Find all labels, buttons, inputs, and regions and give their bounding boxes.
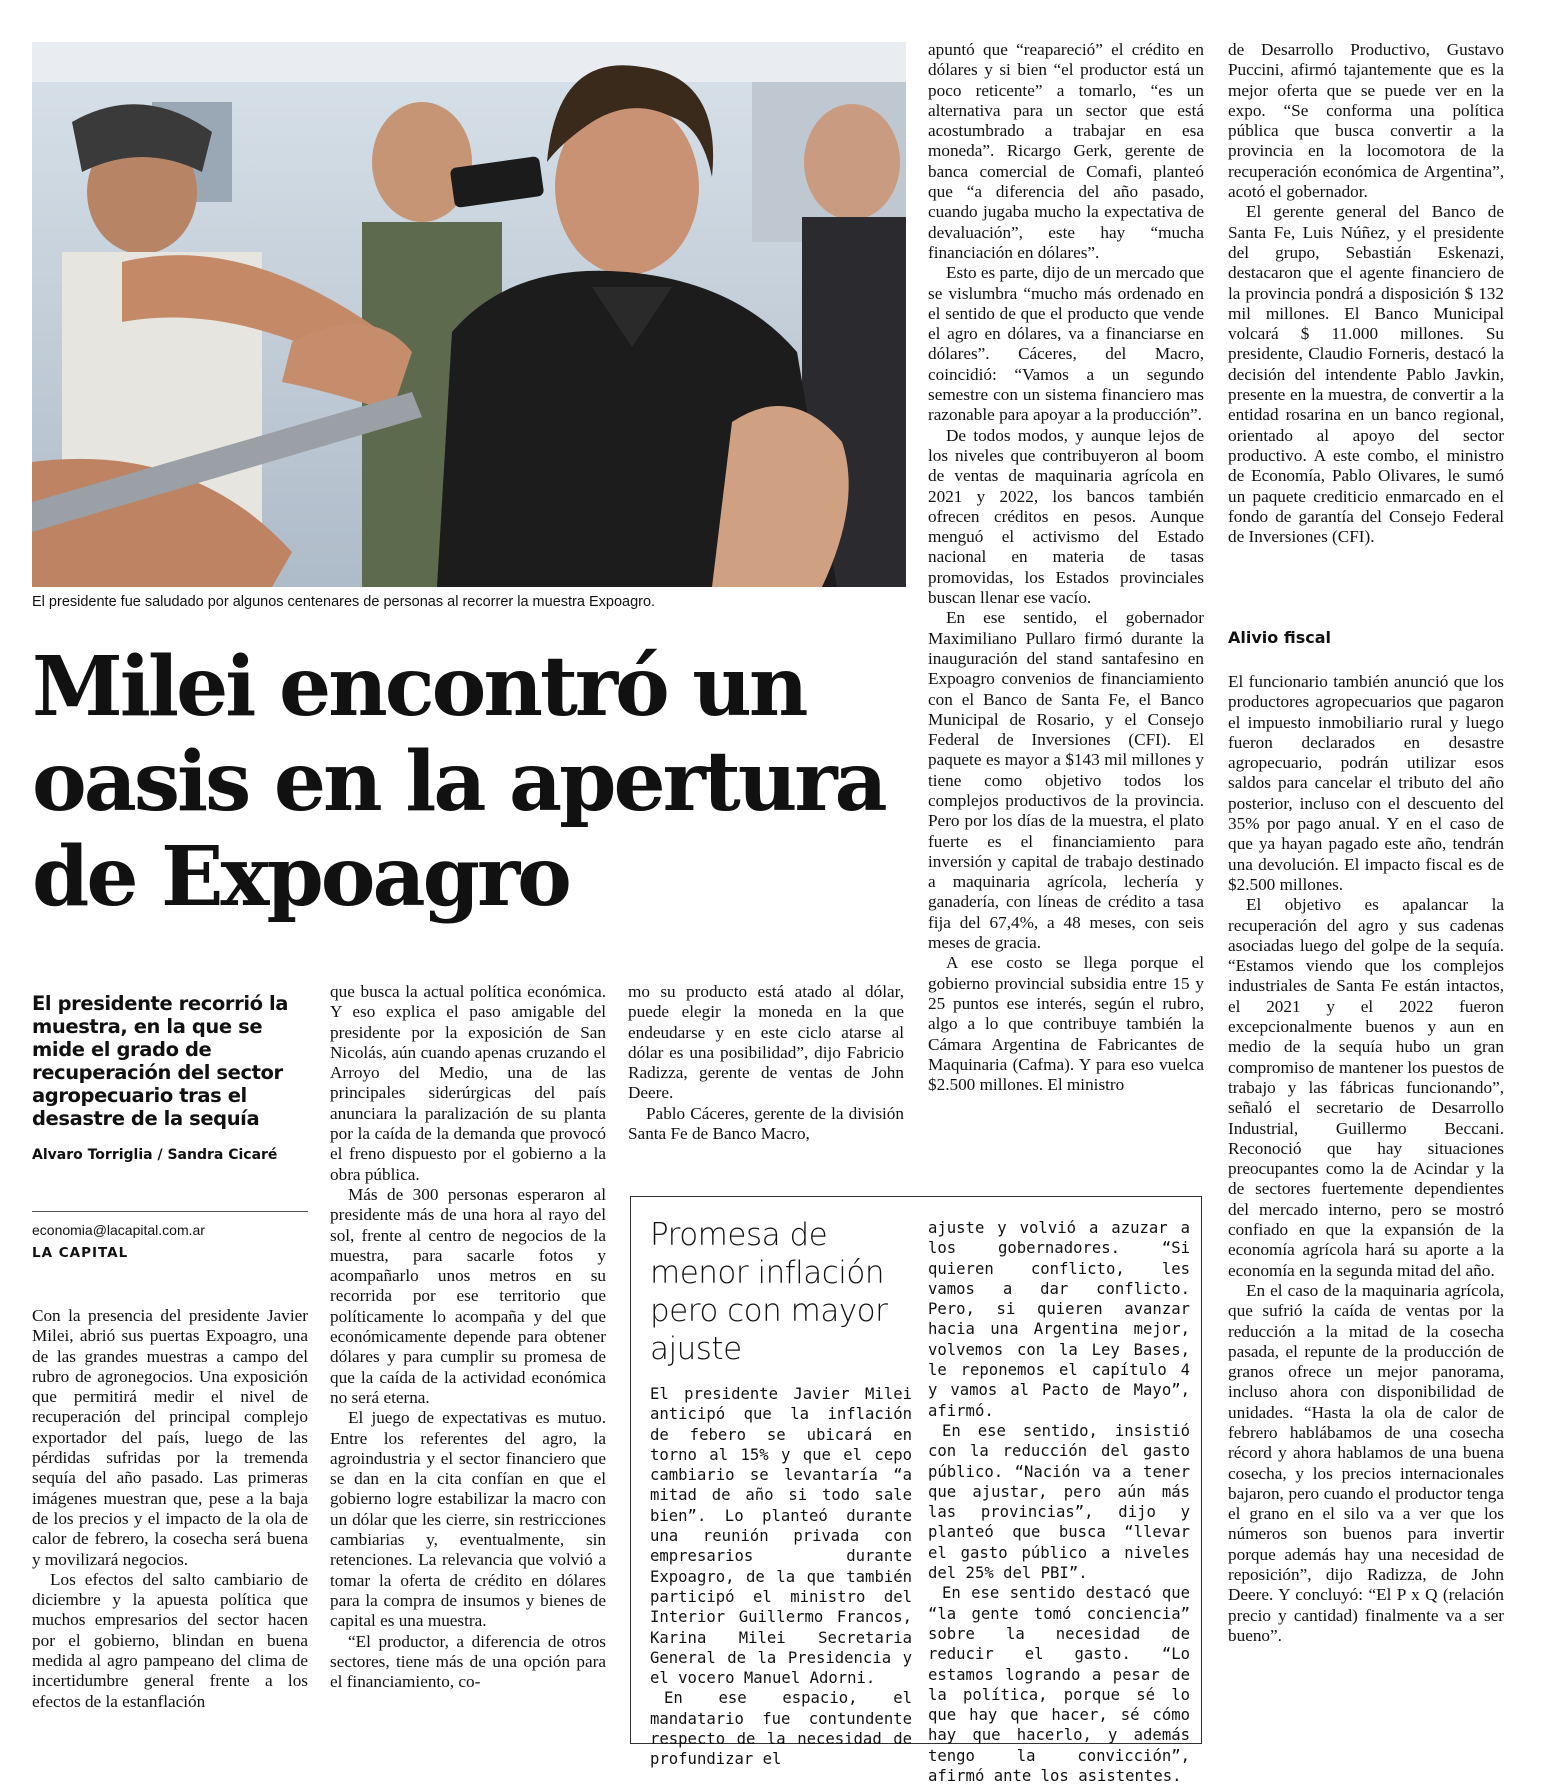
article-column-3 bbox=[628, 982, 904, 1144]
byline-divider bbox=[32, 1211, 308, 1212]
headline-line: de Expoagro bbox=[32, 829, 569, 925]
paragraph: Pablo Cáceres, gerente de la división Santa Fe de Banco Macro, bbox=[628, 1103, 904, 1144]
headline bbox=[32, 640, 912, 925]
paragraph: El gerente general del Banco de Santa Fe, Luis Núñez, y el presidente del grupo, Sebastián Eskenazi, destacaron que el agente financiero de la provincia pondrá a disposición $ 132 mil millones. El Banco Municipal volcará $ 11.000 millones. Su presidente, Claudio Forneris, destacó la decisión del intendente Pablo Javkin, presente en la muestra, de convertir a la entidad rosarina en un banco regional, orientado al apoyo del sector productivo. A este combo, el ministro de Economía, Pablo Olivares, le sumó un paquete crediticio enmarcado en el fondo de garantía del Consejo Federal de Inversiones (CFI). bbox=[1228, 202, 1504, 547]
paragraph: El presidente Javier Milei anticipó que la inflación de febero se ubicará en torno al 15% y que el cepo cambiario se levantaría “a mitad de año si todo sale bien”. Lo planteó durante una reunión privada con empresarios durante Expoagro, de la que también participó el ministro del Interior Guillermo Francos, Karina Milei Secretaria General de la Presidencia y el vocero Manuel Adorni. bbox=[650, 1385, 912, 1688]
paragraph: El juego de expectativas es mutuo. Entre los referentes del agro, la agroindustria y el sector financiero que se dan en la cita confían en que el gobierno logre estabilizar la macro con un dólar que les cierre, sin restricciones cambiarias y, eventualmente, sin retenciones. La relevancia que volvió a tomar la oferta de crédito en dólares para la compra de insumos y bienes de capital es una muestra. bbox=[330, 1408, 606, 1631]
lead-photo bbox=[32, 42, 906, 587]
byline: Alvaro Torriglia / Sandra Cicaré bbox=[32, 1147, 278, 1163]
paragraph: “El productor, a diferencia de otros sectores, tiene más de una opción para el financiamiento, co- bbox=[330, 1631, 606, 1692]
headline-line: Milei encontró un bbox=[32, 639, 806, 735]
article-column-4 bbox=[928, 40, 1204, 1095]
section-subhead: Alivio fiscal bbox=[1228, 628, 1331, 647]
paragraph: Más de 300 personas esperaron al presidente más de una hora al rayo del sol, frente al centro de negocios de la muestra, para sacarle fotos y acompañarlo unos metros en su recorrida por ese territorio que políticamente lo acompaña y del que económicamente depende para obtener dólares y para cumplir su promesa de que la caída de la actividad económica no será eterna. bbox=[330, 1184, 606, 1407]
paragraph: De todos modos, y aunque lejos de los niveles que contribuyeron al boom de ventas de maquinaria agrícola en 2021 y 2022, los bancos también ofrecen créditos en pesos. Aunque menguó el activismo del Estado nacional en materia de tasas promovidas, los Estados provinciales buscan llenar ese vacío. bbox=[928, 425, 1204, 608]
paragraph: En ese espacio, el mandatario fue contundente respecto de la necesidad de profundizar el bbox=[650, 1689, 912, 1769]
paragraph: El objetivo es apalancar la recuperación del agro y sus cadenas asociadas luego del golpe de la sequía. “Estamos viendo que los complejos industriales de Santa Fe están intactos, el 2021 y el 2022 fueron excepcionalmente buenos y aun en medio de la sequía hubo un gran compromiso de mantener los puestos de trabajo y las fábricas funcionando”, señaló el secretario de Desarrollo Industrial, Guillermo Beccani. Reconoció que hay situaciones preocupantes como la de Acindar y la de sectores fuertemente dependientes del mercado interno, pero se mostró confiado en que la expansión de la economía agrícola hará su aporte a la economía en la segunda mitad del año. bbox=[1228, 895, 1504, 1280]
headline-line: oasis en la apertura bbox=[32, 734, 885, 830]
article-column-1 bbox=[32, 1306, 308, 1712]
paragraph: de Desarrollo Productivo, Gustavo Puccini, afirmó tajantemente que es la mejor oferta que se puede ver en la expo. “Se conforma una política pública que busca convertir a la provincia en la locomotora de la recuperación económica de Argentina”, acotó el gobernador. bbox=[1228, 40, 1504, 202]
article-column-2 bbox=[330, 982, 606, 1692]
article-column-5 bbox=[1228, 40, 1504, 547]
paragraph: Con la presencia del presidente Javier Milei, abrió sus puertas Expoagro, una de las grandes muestras a campo del rubro de agronegocios. Una exposición que permitirá medir el nivel de recuperación del principal complejo exportador del país, luego de las pérdidas sufridas por la tremenda sequía del año pasado. Las primeras imágenes muestran que, pese a la baja de los precios y el impacto de la ola de calor de febrero, la cosecha será buena y movilizará negocios. bbox=[32, 1306, 308, 1569]
paragraph: En el caso de la maquinaria agrícola, que sufrió la caída de ventas por la reducción a la mitad de la cosecha pasada, el repunte de la producción de granos ofrece un mejor panorama, incluso ahora con disponibilidad de unidades. “Hasta la ola de calor de febrero hablábamos de una cosecha récord y ahora hablamos de una buena cosecha, y los precios internacionales bajaron, pero cuando el productor tenga el grano en el silo va a ver que los números son buenos para invertir porque además hay una necesidad de reposición”, dijo Radizza, de John Deere. Y concluyó: “El P x Q (relación precio y cantidad) finalmente va a ser bueno”. bbox=[1228, 1280, 1504, 1645]
sidebar-column-2 bbox=[928, 1218, 1190, 1786]
paragraph: Los efectos del salto cambiario de diciembre y la apuesta política que muchos empresarios del sector hacen por el gobierno, blindan en buena medida al agro pampeano del clima de incertidumbre general frente a los efectos de la estanflación bbox=[32, 1569, 308, 1711]
paragraph: apuntó que “reapareció” el crédito en dólares y si bien “el productor está un poco reticente” a tomarlo, “es un alternativa para un sector que está acostumbrado a trabajar en esa moneda”. Ricargo Gerk, gerente de banca comercial de Comafi, planteó que “a diferencia del año pasado, cuando jugaba mucho la expectativa de devaluación”, este hay “mucha financiación en dólares”. bbox=[928, 40, 1204, 262]
sidebar-title: Promesa de menor inflación pero con mayor ajuste bbox=[650, 1217, 888, 1367]
photo-illustration bbox=[32, 42, 906, 587]
paragraph: En ese sentido, el gobernador Maximiliano Pullaro firmó durante la inauguración del stand santafesino en Expoagro convenios de financiamiento con el Banco de Santa Fe, el Banco Municipal de Rosario, y el Consejo Federal de Inversiones (CFI). El paquete es mayor a $143 mil millones y tiene como objetivo todos los complejos productivos de la provincia. Pero por los días de la muestra, el plato fuerte es el financiamiento para inversión y capital de trabajo destinado a maquinaria agrícola, lechería y ganadería, con líneas de crédito a tasa fija del 67,4%, a 48 meses, con seis meses de gracia. bbox=[928, 608, 1204, 953]
deck: El presidente recorrió la muestra, en la que se mide el grado de recuperación del sector agropecuario tras el desastre de la sequía bbox=[32, 992, 289, 1130]
paragraph: El funcionario también anunció que los productores agropecuarios que pagaron el impuesto inmobiliario rural y luego fueron declarados en desastre agropecuario, podrán utilizar esos saldos para cancelar el tributo del año posterior, incluso con el descuento del 35% por pago anual. Y en el caso de que ya hayan pagado este año, tendrán una devolución. El impacto fiscal es de $2.500 millones. bbox=[1228, 672, 1504, 894]
paragraph: mo su producto está atado al dólar, puede elegir la moneda en la que endeudarse y en este ciclo atarse al dólar es una posibilidad”, dijo Fabricio Radizza, gerente de ventas de John Deere. bbox=[628, 982, 904, 1103]
outlet-name: LA CAPITAL bbox=[32, 1245, 129, 1261]
paragraph: En ese sentido, insistió con la reducción del gasto público. “Nación va a tener que ajustar, pero aún más las provincias”, dijo y planteó que busca “llevar el gasto público a niveles del 25% del PBI”. bbox=[928, 1421, 1190, 1583]
article-column-5-continued bbox=[1228, 672, 1504, 1646]
sidebar-column-1 bbox=[650, 1384, 912, 1770]
paragraph: A ese costo se llega porque el gobierno provincial subsidia entre 15 y 25 puntos ese interés, según el rubro, algo a lo que contribuye también la Cámara Argentina de Fabricantes de Maquinaria (Cafma). Y para eso vuelca $2.500 millones. El ministro bbox=[928, 953, 1204, 1095]
paragraph: Esto es parte, dijo de un mercado que se vislumbra “mucho más ordenado en el sentido de que el producto que vende el agro en dólares, va a financiarse en dólares”. Cáceres, del Macro, coincidió: “Vamos a un segundo semestre con un sistema financiero mas razonable para apoyar a la producción”. bbox=[928, 263, 1204, 425]
paragraph: En ese sentido destacó que “la gente tomó conciencia” sobre la necesidad de reducir el gasto. “Lo estamos logrando a pesar de la política, porque sé lo que hay que hacer, sé cómo hay que hacerlo, y además tengo la convicción”, afirmó ante los asistentes. bbox=[928, 1584, 1190, 1786]
paragraph: ajuste y volvió a azuzar a los gobernadores. “Si quieren conflicto, les vamos a dar conflicto. Pero, si quieren avanzar hacia una Argentina mejor, volvemos con la Ley Bases, le reponemos el capítulo 4 y vamos al Pacto de Mayo”, afirmó. bbox=[928, 1219, 1190, 1420]
photo-caption: El presidente fue saludado por algunos centenares de personas al recorrer la muestra Expoagro. bbox=[32, 594, 656, 610]
author-email[interactable]: economia@lacapital.com.ar bbox=[32, 1222, 205, 1238]
paragraph: que busca la actual política económica. Y eso explica el paso amigable del presidente por la exposición de San Nicolás, aún cuando apenas cruzando el Arroyo del Medio, una de las principales siderúrgicas del país anunciara la paralización de su planta por la caída de la demanda que provocó el freno dispuesto por el gobierno a la obra pública. bbox=[330, 982, 606, 1184]
